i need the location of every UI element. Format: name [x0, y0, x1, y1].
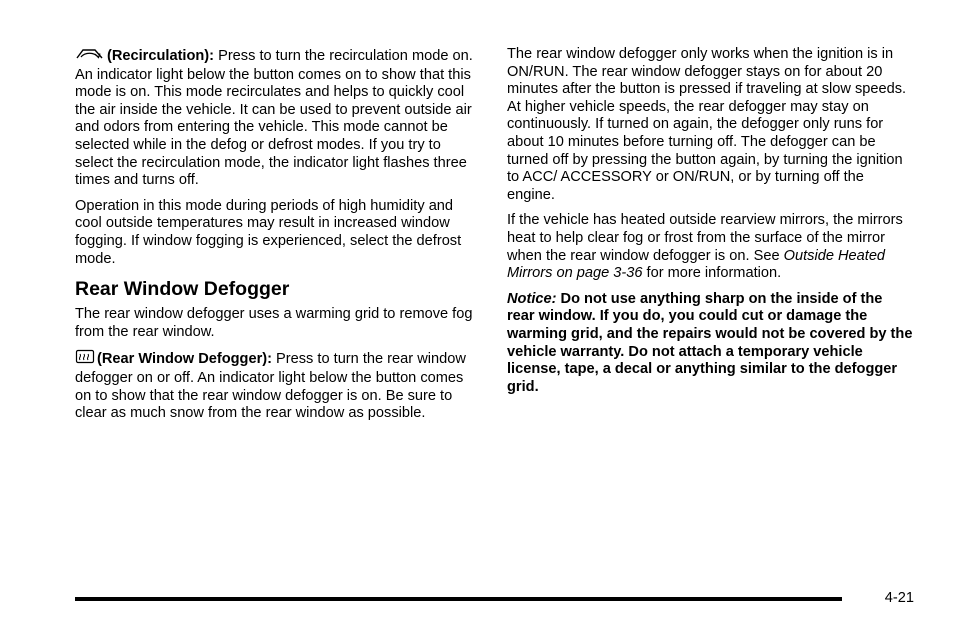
section-heading: Rear Window Defogger — [75, 278, 290, 301]
footer-rule — [75, 597, 842, 601]
notice-text: Do not use anything sharp on the inside of the rear window. If you do, you could cut or damage the warming grid, and the repairs would not be covered by the vehicle warranty. Do not attach a temporary vehicle license, tape, a decal or anything similar to the defogger grid. — [507, 290, 913, 395]
recirculation-label: (Recirculation): — [107, 48, 215, 64]
defogger-label: (Rear Window Defogger): — [97, 351, 272, 368]
rear-defogger-icon — [75, 349, 95, 370]
notice-paragraph — [507, 291, 913, 397]
recirculation-paragraph — [75, 46, 475, 190]
recirculation-text: Press to turn the recirculation mode on. An indicator light below the button comes on to show that this mode is on. This mode recirculates and helps to quickly cool the air inside the vehicle. It can be used to prevent outside air and odors from entering the vehicle. This mode cannot be selected while in the defog or defrost modes. If you try to select the recirculation mode, the indicator light flashes three times and turns off. — [75, 48, 473, 189]
notice-label: Notice: — [507, 290, 557, 307]
right-column — [507, 46, 913, 404]
ignition-paragraph: The rear window defogger only works when the ignition is in ON/RUN. The rear window defogger stays on for about 20 minutes after the button is pressed if traveling at slow speeds. At higher vehicle speeds, the rear defogger may stay on continuously. If turned on again, the defogger only runs for about 10 minutes before turning off. The defogger can be turned off by pressing the button again, by turning the ignition to ACC/ ACCESSORY or ON/RUN, or by turning off the engine. — [507, 46, 907, 203]
left-column — [75, 46, 475, 431]
page-number: 4-21 — [884, 590, 914, 606]
mirrors-text-before: If the vehicle has heated outside rearview mirrors, the mirrors heat to help clear fog or frost from the surface of the mirror when the rear window defogger is on. See — [507, 212, 903, 264]
defogger-text: Press to turn the rear window defogger on or off. An indicator light below the button comes on to show that the rear window defogger is on. Be sure to clear as much snow from the rear window as possible. — [75, 351, 466, 422]
recirculation-icon — [75, 46, 105, 67]
defogger-button-paragraph — [75, 349, 475, 422]
mirrors-reference-link[interactable]: Outside Heated Mirrors on page 3-36 — [507, 247, 886, 282]
mirrors-paragraph — [507, 212, 913, 282]
humidity-paragraph: Operation in this mode during periods of high humidity and cool outside temperatures may result in increased window fogging. If window fogging is experienced, select the defrost mode. — [75, 197, 462, 267]
defogger-intro-paragraph: The rear window defogger uses a warming grid to remove fog from the rear window. — [75, 306, 473, 340]
mirrors-text-after: for more information. — [642, 265, 782, 282]
